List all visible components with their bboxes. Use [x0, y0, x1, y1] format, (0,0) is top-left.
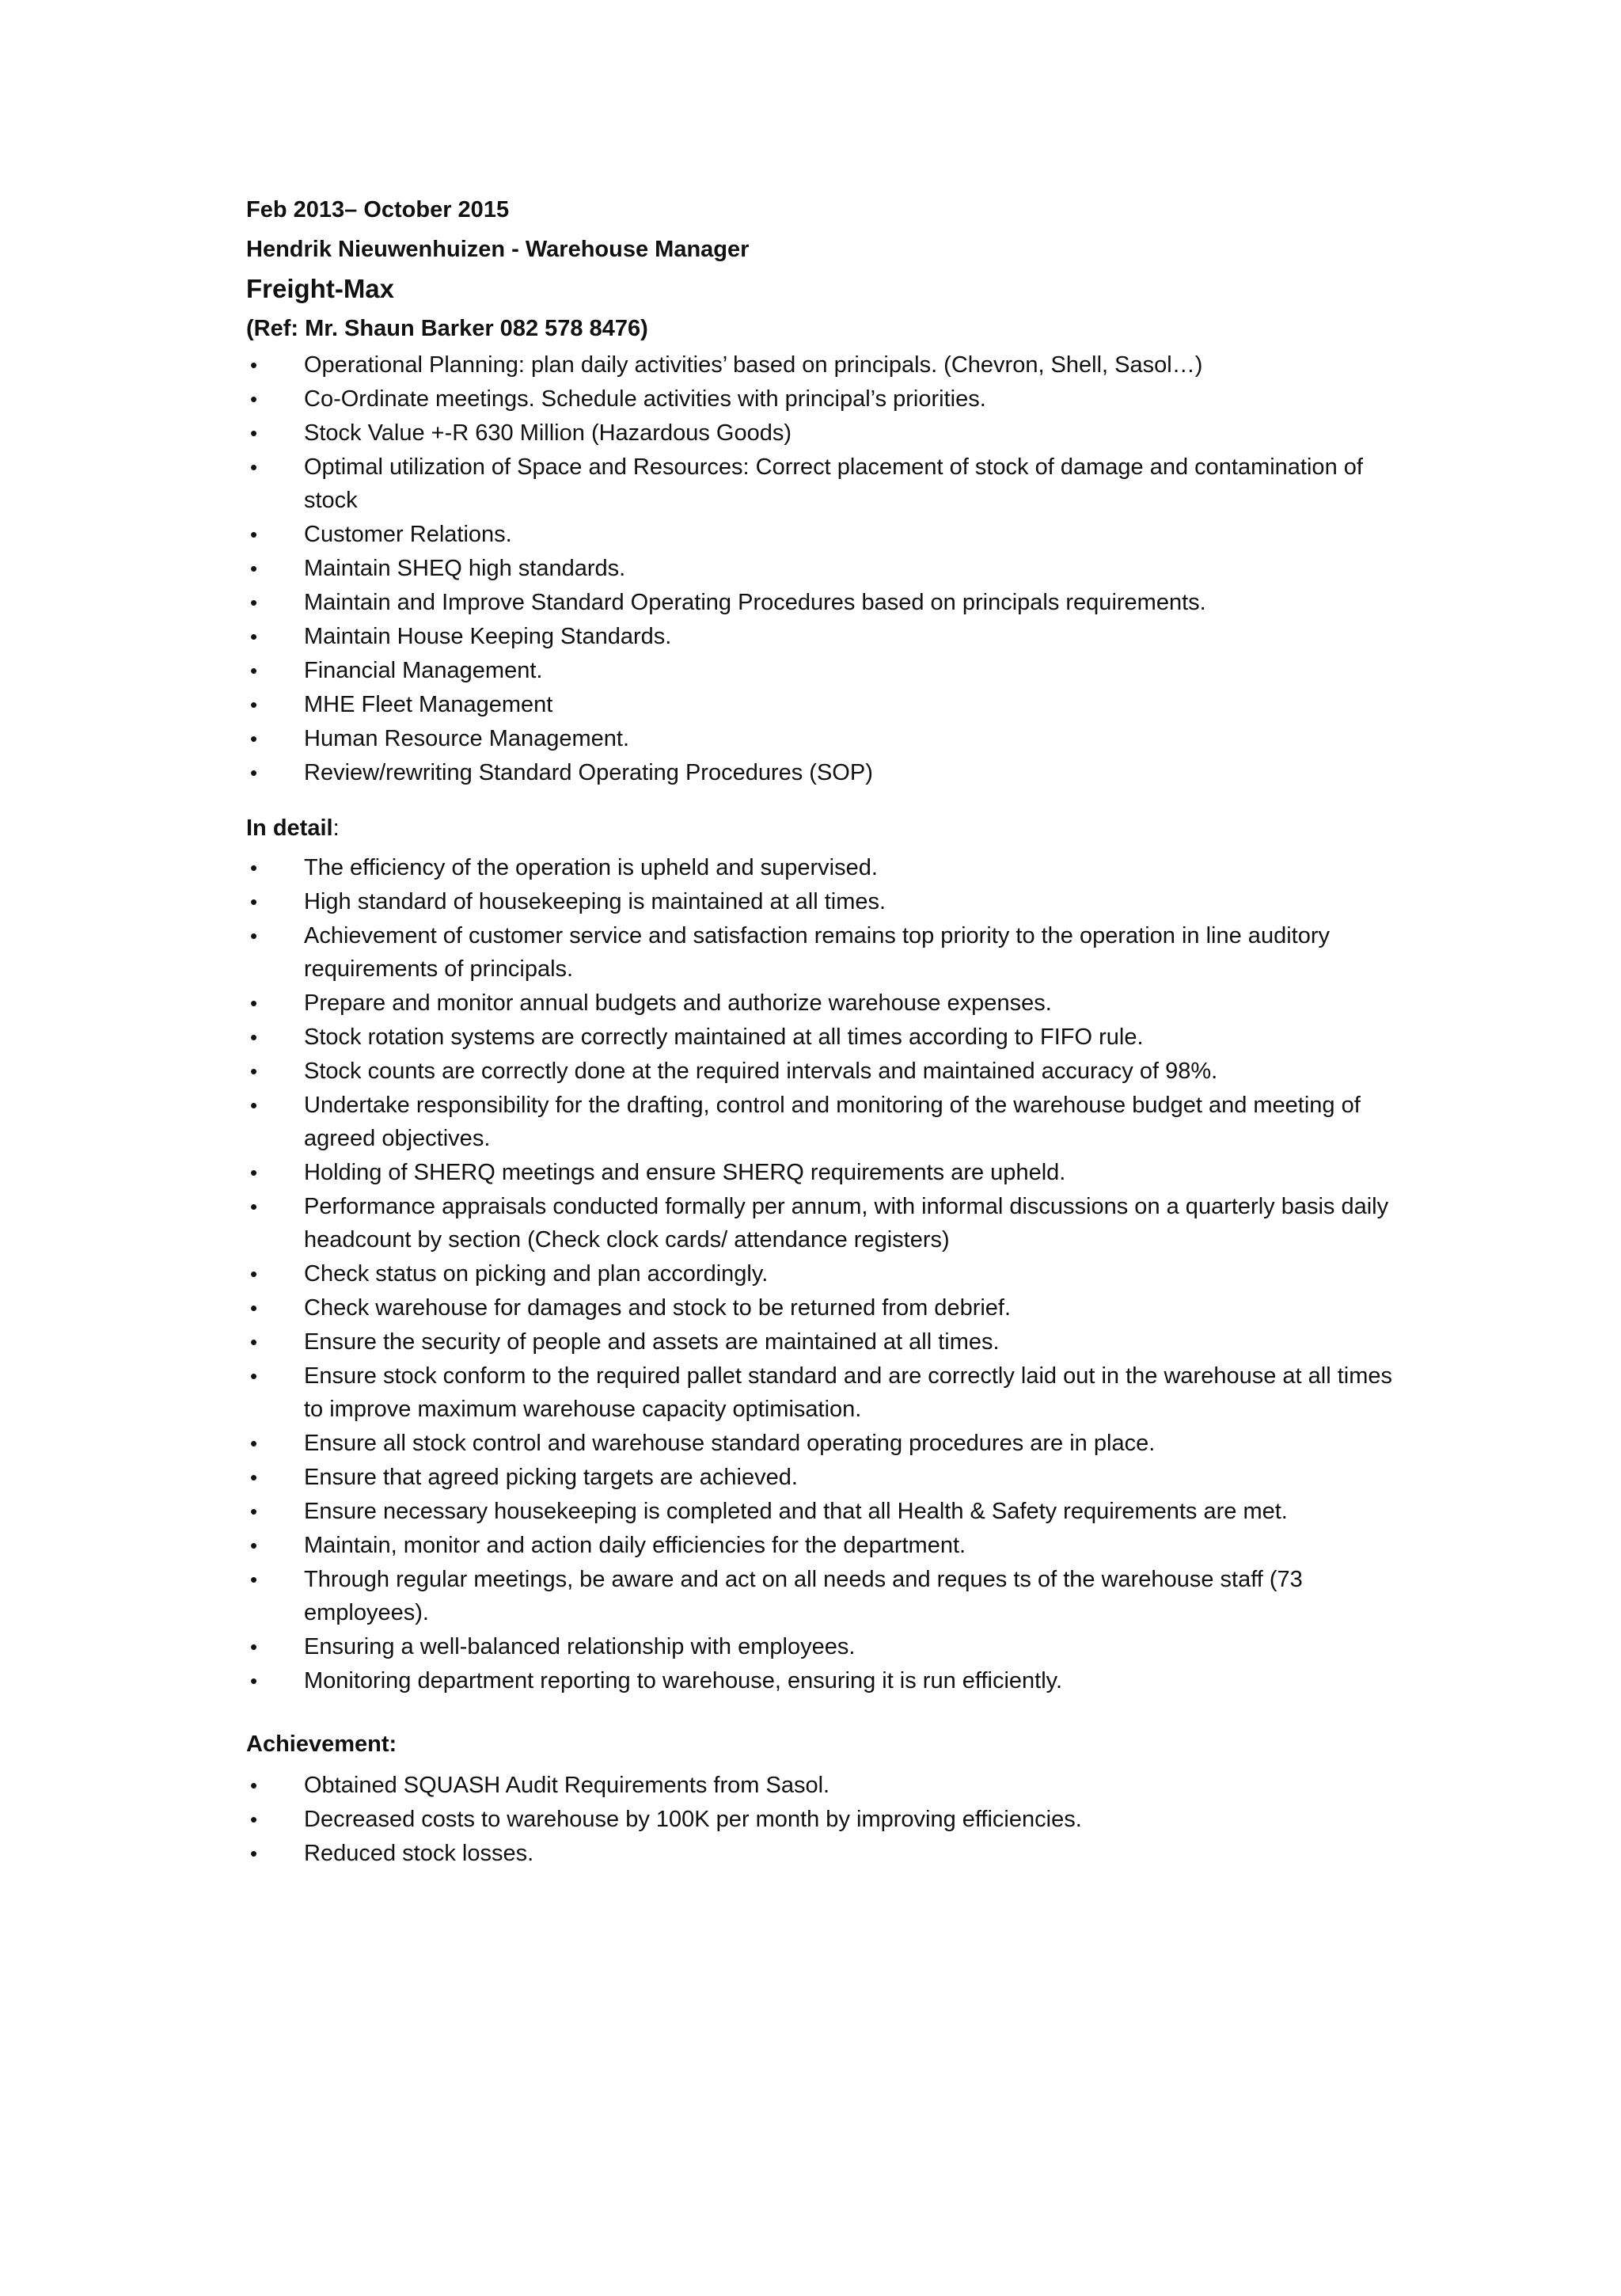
duty-text: Stock Value +-R 630 Million (Hazardous Goods): [304, 420, 792, 446]
list-item: [246, 1190, 1402, 1256]
bullet-icon: •: [250, 1635, 258, 1659]
in-detail-heading: [246, 812, 1402, 845]
bullet-icon: •: [250, 1262, 258, 1286]
detail-text: Stock counts are correctly done at the required intervals and maintained accuracy of 98%.: [304, 1059, 1218, 1084]
list-item: [246, 1325, 1402, 1359]
list-item: [246, 450, 1402, 517]
list-item: [246, 1495, 1402, 1528]
in-detail-colon: :: [332, 815, 340, 841]
detail-text: Performance appraisals conducted formally per annum, with informal discussions on a quarterly basis daily headcount by section (Check clock cards/ attendance registers): [304, 1194, 1389, 1253]
bullet-icon: •: [250, 1431, 258, 1455]
bullet-icon: •: [250, 523, 258, 546]
detail-text: Stock rotation systems are correctly maintained at all times according to FIFO rule.: [304, 1024, 1144, 1050]
bullet-icon: •: [250, 659, 258, 682]
bullet-icon: •: [250, 625, 258, 648]
duty-text: MHE Fleet Management: [304, 692, 553, 717]
list-item: [246, 1837, 1402, 1870]
resume-content: [246, 190, 1402, 1871]
duty-text: Operational Planning: plan daily activities’ based on principals. (Chevron, Shell, Sasol…): [304, 352, 1203, 378]
list-item: [246, 1156, 1402, 1189]
company-name: Freight-Max: [246, 274, 395, 303]
list-item: [246, 986, 1402, 1020]
bullet-icon: •: [250, 1568, 258, 1591]
achievement-text: Decreased costs to warehouse by 100K per month by improving efficiencies.: [304, 1807, 1082, 1832]
bullet-icon: •: [250, 1059, 258, 1083]
detail-text: Maintain, monitor and action daily efficiencies for the department.: [304, 1533, 966, 1558]
list-item: [246, 518, 1402, 551]
duty-text: Financial Management.: [304, 658, 543, 683]
bullet-icon: •: [250, 924, 258, 948]
detail-text: Ensure the security of people and assets are maintained at all times.: [304, 1329, 1000, 1355]
bullet-icon: •: [250, 1842, 258, 1865]
bullet-icon: •: [250, 455, 258, 479]
detail-text: Undertake responsibility for the drafting, control and monitoring of the warehouse budget and meeting of agreed objectives.: [304, 1093, 1361, 1151]
duty-text: Maintain House Keeping Standards.: [304, 624, 672, 649]
duty-text: Human Resource Management.: [304, 726, 630, 751]
detail-text: High standard of housekeeping is maintained at all times.: [304, 889, 886, 914]
list-item: [246, 885, 1402, 918]
bullet-icon: •: [250, 1195, 258, 1218]
bullet-icon: •: [250, 991, 258, 1015]
bullet-icon: •: [250, 1500, 258, 1523]
achievement-text: Obtained SQUASH Audit Requirements from Sasol.: [304, 1773, 830, 1798]
achievement-heading: [246, 1728, 1402, 1761]
detail-text: Check warehouse for damages and stock to be returned from debrief.: [304, 1295, 1012, 1321]
list-item: [246, 1427, 1402, 1460]
detail-list: [246, 851, 1402, 1697]
bullet-icon: •: [250, 1330, 258, 1354]
duty-text: Co-Ordinate meetings. Schedule activities with principal’s priorities.: [304, 386, 986, 412]
detail-text: Through regular meetings, be aware and act on all needs and reques ts of the warehouse staff (73 employees).: [304, 1567, 1303, 1625]
reference-line: (Ref: Mr. Shaun Barker 082 578 8476): [246, 316, 648, 341]
bullet-icon: •: [250, 1465, 258, 1489]
detail-text: Ensure all stock control and warehouse standard operating procedures are in place.: [304, 1431, 1156, 1456]
detail-text: Check status on picking and plan accordingly.: [304, 1261, 769, 1287]
detail-text: Monitoring department reporting to warehouse, ensuring it is run efficiently.: [304, 1668, 1063, 1693]
list-item: [246, 382, 1402, 416]
bullet-icon: •: [250, 1808, 258, 1831]
name-and-role: Hendrik Nieuwenhuizen - Warehouse Manager: [246, 237, 750, 262]
list-item: [246, 654, 1402, 687]
bullet-icon: •: [250, 1296, 258, 1320]
list-item: [246, 552, 1402, 585]
bullet-icon: •: [250, 693, 258, 717]
list-item: [246, 586, 1402, 619]
list-item: [246, 1461, 1402, 1494]
bullet-icon: •: [250, 591, 258, 614]
bullet-icon: •: [250, 353, 258, 377]
list-item: [246, 919, 1402, 986]
bullet-icon: •: [250, 1534, 258, 1557]
duties-list: [246, 348, 1402, 789]
detail-text: Holding of SHERQ meetings and ensure SHERQ requirements are upheld.: [304, 1160, 1066, 1185]
list-item: [246, 1089, 1402, 1155]
achievement-text: Reduced stock losses.: [304, 1841, 534, 1866]
achievement-title: Achievement:: [246, 1732, 397, 1757]
detail-text: The efficiency of the operation is upheld and supervised.: [304, 855, 878, 880]
duty-text: Maintain and Improve Standard Operating Procedures based on principals requirements.: [304, 590, 1206, 615]
list-item: [246, 851, 1402, 884]
detail-text: Ensure stock conform to the required pallet standard and are correctly laid out in the warehouse at all times to improve maximum warehouse capacity optimisation.: [304, 1363, 1393, 1422]
list-item: [246, 1529, 1402, 1562]
bullet-icon: •: [250, 1025, 258, 1049]
bullet-icon: •: [250, 761, 258, 785]
bullet-icon: •: [250, 727, 258, 751]
duty-text: Maintain SHEQ high standards.: [304, 556, 626, 581]
list-item: [246, 1021, 1402, 1054]
bullet-icon: •: [250, 1773, 258, 1797]
list-item: [246, 1291, 1402, 1325]
list-item: [246, 722, 1402, 755]
detail-text: Ensure necessary housekeeping is completed and that all Health & Safety requirements are met.: [304, 1499, 1288, 1524]
list-item: [246, 1257, 1402, 1291]
list-item: [246, 756, 1402, 789]
list-item: [246, 1563, 1402, 1629]
bullet-icon: •: [250, 856, 258, 880]
bullet-icon: •: [250, 1161, 258, 1184]
bullet-icon: •: [250, 1093, 258, 1117]
achievement-list: [246, 1769, 1402, 1870]
detail-text: Prepare and monitor annual budgets and authorize warehouse expenses.: [304, 990, 1052, 1016]
in-detail-title: In detail: [246, 815, 333, 841]
list-item: [246, 348, 1402, 382]
detail-text: Achievement of customer service and satisfaction remains top priority to the operation in line auditory requirements of principals.: [304, 923, 1330, 982]
list-item: [246, 1769, 1402, 1802]
list-item: [246, 416, 1402, 450]
bullet-icon: •: [250, 421, 258, 445]
bullet-icon: •: [250, 557, 258, 580]
duty-text: Customer Relations.: [304, 522, 512, 547]
bullet-icon: •: [250, 1669, 258, 1693]
list-item: [246, 1055, 1402, 1088]
list-item: [246, 1664, 1402, 1697]
bullet-icon: •: [250, 1364, 258, 1388]
list-item: [246, 1359, 1402, 1426]
bullet-icon: •: [250, 387, 258, 411]
duty-text: Optimal utilization of Space and Resources: Correct placement of stock of damage and contamination of stock: [304, 454, 1363, 513]
list-item: [246, 1803, 1402, 1836]
list-item: [246, 688, 1402, 721]
list-item: [246, 1630, 1402, 1663]
bullet-icon: •: [250, 890, 258, 914]
detail-text: Ensure that agreed picking targets are achieved.: [304, 1465, 798, 1490]
list-item: [246, 620, 1402, 653]
detail-text: Ensuring a well-balanced relationship with employees.: [304, 1634, 856, 1659]
duty-text: Review/rewriting Standard Operating Procedures (SOP): [304, 760, 873, 785]
employment-dates: Feb 2013– October 2015: [246, 197, 510, 222]
